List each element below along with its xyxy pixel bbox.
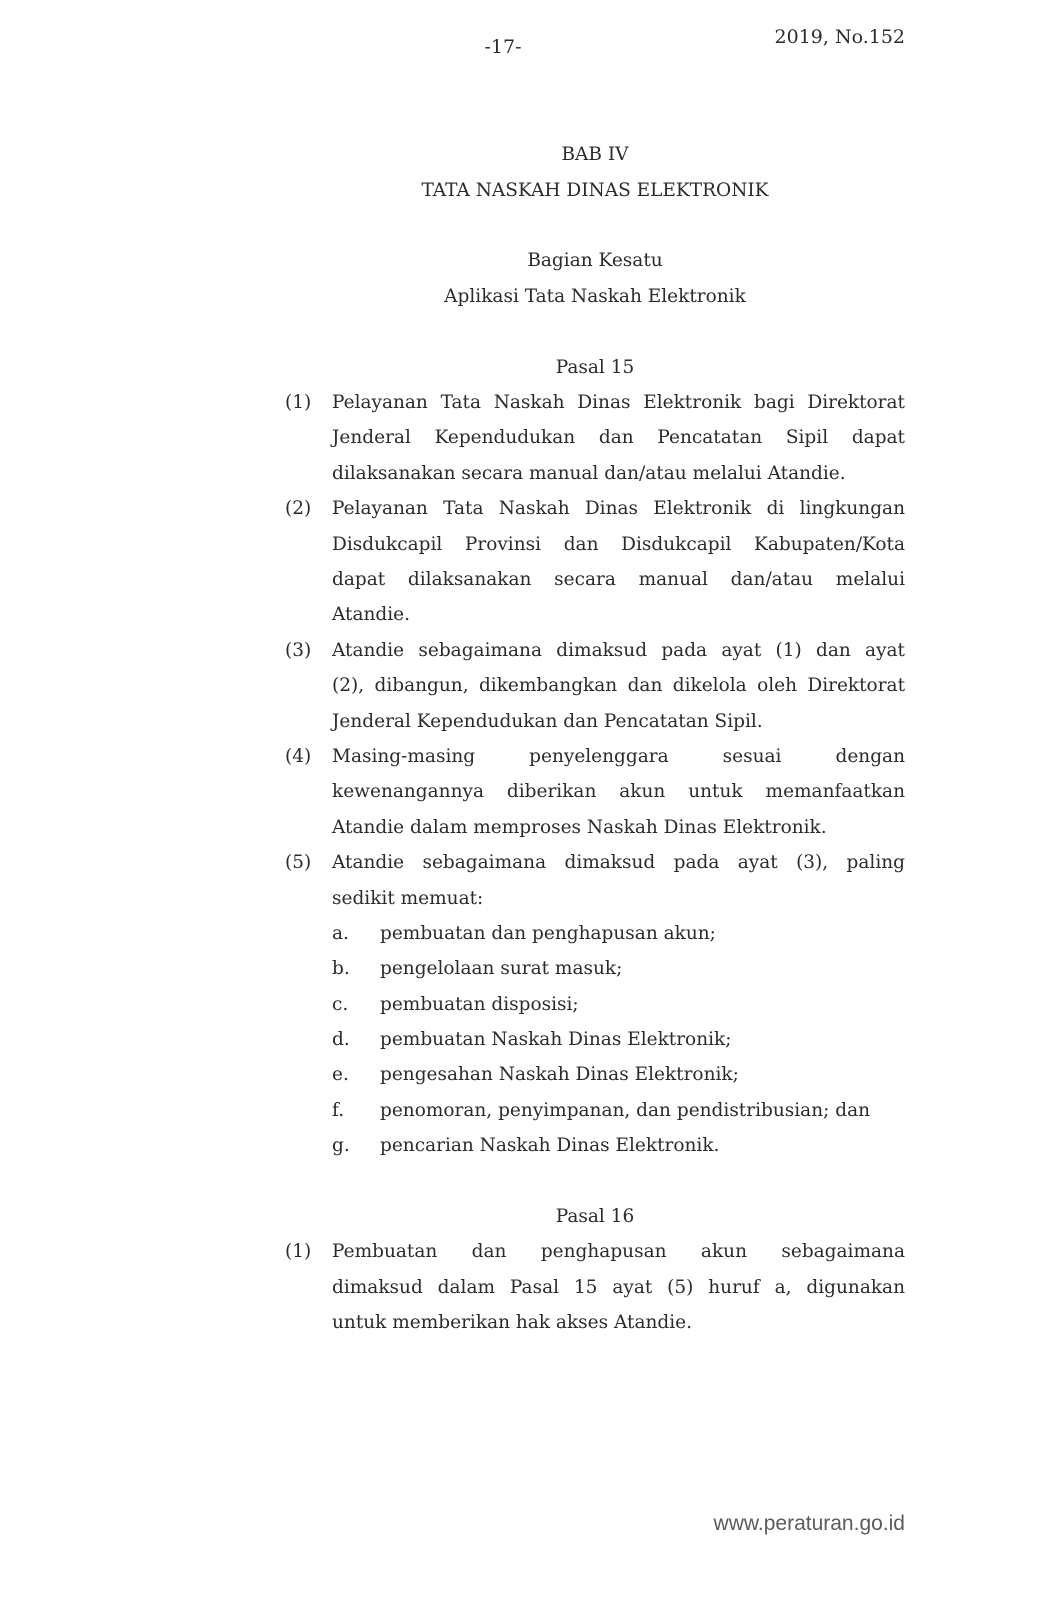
paragraph-line: Jenderal Kependudukan dan Pencatatan Sipil. bbox=[332, 710, 763, 732]
list-item-text: pengelolaan surat masuk; bbox=[380, 958, 623, 980]
section-title: Aplikasi Tata Naskah Elektronik bbox=[444, 285, 746, 307]
list-item-letter: d. bbox=[332, 1029, 350, 1051]
paragraph bbox=[285, 491, 905, 633]
spacer bbox=[285, 208, 905, 243]
paragraph-line: Pembuatan dan penghapusan akun sebagaimana bbox=[332, 1241, 905, 1263]
paragraph-number: (5) bbox=[285, 852, 312, 874]
section-label: Bagian Kesatu bbox=[527, 250, 663, 272]
paragraph-line: kewenangannya diberikan akun untuk memanfaatkan bbox=[332, 781, 905, 803]
paragraph-text bbox=[332, 633, 905, 739]
gazette-reference: 2019, No.152 bbox=[774, 26, 905, 48]
page-number: -17- bbox=[484, 36, 522, 58]
list-item-letter: b. bbox=[332, 958, 350, 980]
paragraph-line: Atandie. bbox=[332, 604, 411, 626]
paragraph-text bbox=[332, 845, 905, 916]
paragraph bbox=[285, 1234, 905, 1340]
paragraph-line: Jenderal Kependudukan dan Pencatatan Sipil dapat bbox=[332, 427, 905, 449]
article-title: Pasal 15 bbox=[555, 356, 635, 378]
paragraph-number: (2) bbox=[285, 498, 312, 520]
list-item bbox=[332, 1128, 905, 1163]
paragraph-number: (4) bbox=[285, 745, 312, 767]
list-item-text: pembuatan dan penghapusan akun; bbox=[380, 922, 716, 944]
list-item bbox=[332, 951, 905, 986]
paragraph-line: (2), dibangun, dikembangkan dan dikelola oleh Direktorat bbox=[332, 675, 905, 697]
spacer bbox=[285, 314, 905, 349]
document-body bbox=[285, 137, 905, 1340]
paragraph-text bbox=[332, 385, 905, 491]
list-item-letter: c. bbox=[332, 993, 349, 1015]
paragraph-line: Pelayanan Tata Naskah Dinas Elektronik bagi Direktorat bbox=[332, 392, 905, 414]
list-item-text: pembuatan disposisi; bbox=[380, 993, 579, 1015]
list-item bbox=[332, 1057, 905, 1092]
chapter-title: TATA NASKAH DINAS ELEKTRONIK bbox=[421, 179, 769, 201]
paragraph-line: Masing-masing penyelenggara sesuai dengan bbox=[332, 745, 905, 767]
footer-website: www.peraturan.go.id bbox=[713, 1512, 905, 1535]
paragraph-line: Atandie sebagaimana dimaksud pada ayat (1) dan ayat bbox=[332, 639, 905, 661]
list-item-letter: g. bbox=[332, 1135, 350, 1157]
paragraph bbox=[285, 633, 905, 739]
list-item-letter: f. bbox=[332, 1099, 345, 1121]
paragraph-number: (1) bbox=[285, 392, 312, 414]
article-title: Pasal 16 bbox=[555, 1206, 635, 1228]
paragraph-text bbox=[332, 1234, 905, 1340]
list-item-letter: a. bbox=[332, 922, 349, 944]
paragraph-line: dimaksud dalam Pasal 15 ayat (5) huruf a, digunakan bbox=[332, 1276, 905, 1298]
paragraph-line: untuk memberikan hak akses Atandie. bbox=[332, 1312, 692, 1334]
list-item-text: penomoran, penyimpanan, dan pendistribusian; dan bbox=[380, 1099, 871, 1121]
paragraph bbox=[285, 845, 905, 916]
list-item-letter: e. bbox=[332, 1064, 349, 1086]
paragraph-line: Disdukcapil Provinsi dan Disdukcapil Kabupaten/Kota bbox=[332, 533, 905, 555]
list-item bbox=[332, 987, 905, 1022]
paragraph-number: (3) bbox=[285, 639, 312, 661]
paragraph bbox=[285, 385, 905, 491]
list-item-text: pencarian Naskah Dinas Elektronik. bbox=[380, 1135, 720, 1157]
paragraph-line: dilaksanakan secara manual dan/atau melalui Atandie. bbox=[332, 462, 846, 484]
paragraph-line: dapat dilaksanakan secara manual dan/atau melalui bbox=[332, 568, 905, 590]
list-item bbox=[332, 1093, 905, 1128]
chapter-label: BAB IV bbox=[561, 144, 629, 166]
paragraph-line: Atandie dalam memproses Naskah Dinas Elektronik. bbox=[332, 816, 827, 838]
spacer bbox=[285, 1164, 905, 1199]
paragraph-text bbox=[332, 739, 905, 845]
paragraph-line: sedikit memuat: bbox=[332, 887, 484, 909]
paragraph-line: Pelayanan Tata Naskah Dinas Elektronik di lingkungan bbox=[332, 498, 905, 520]
list-item-text: pengesahan Naskah Dinas Elektronik; bbox=[380, 1064, 739, 1086]
list-item bbox=[332, 916, 905, 951]
paragraph-text bbox=[332, 491, 905, 633]
list-item-text: pembuatan Naskah Dinas Elektronik; bbox=[380, 1029, 732, 1051]
paragraph-line: Atandie sebagaimana dimaksud pada ayat (3), paling bbox=[332, 852, 905, 874]
list-item bbox=[332, 1022, 905, 1057]
paragraph bbox=[285, 739, 905, 845]
paragraph-number: (1) bbox=[285, 1241, 312, 1263]
